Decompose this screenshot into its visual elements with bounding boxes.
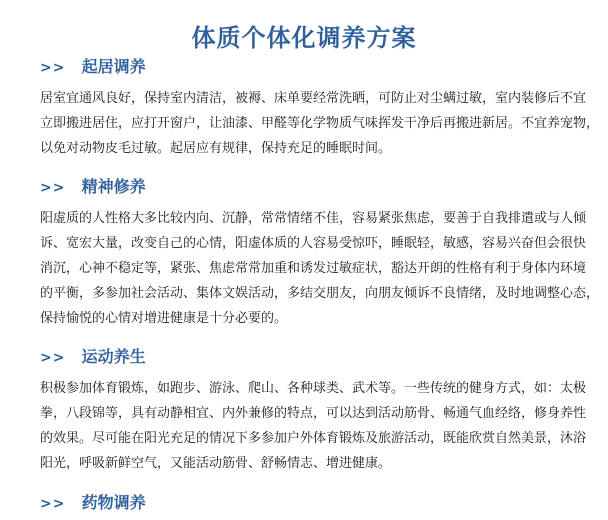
paragraph-line: 保持愉悦的心情对增进健康是十分必要的。 bbox=[40, 311, 288, 326]
section-heading-medicine bbox=[40, 492, 146, 514]
paragraph-line: 居室宜通风良好，保持室内清洁，被褥、床单要经常洗晒，可防止对尘螨过敏，室内装修后不宜 bbox=[40, 91, 587, 106]
paragraph-line: 消沉，心神不稳定等，紧张、焦虑常常加重和诱发过敏症状，豁达开朗的性格有利于身体内环境 bbox=[40, 261, 587, 276]
section-heading-text: 起居调养 bbox=[81, 57, 146, 76]
section-marker: >> bbox=[40, 180, 66, 196]
paragraph-line: 拳，八段锦等，具有动静相宜、内外兼修的特点，可以达到活动筋骨、畅通气血经络，修身养性 bbox=[40, 406, 587, 421]
section-marker: >> bbox=[40, 60, 66, 76]
paragraph-line: 诉、宽宏大量，改变自己的心情，阳虚体质的人容易受惊吓，睡眠轻，敏感，容易兴奋但会很快 bbox=[40, 236, 587, 251]
paragraph-line: 阳光，呼吸新鲜空气，又能活动筋骨、舒畅情志、增进健康。 bbox=[40, 456, 392, 471]
section-heading-text: 运动养生 bbox=[81, 347, 146, 366]
paragraph-line: 的效果。尽可能在阳光充足的情况下多参加户外体育锻炼及旅游活动，既能欣赏自然美景，沐浴 bbox=[40, 431, 587, 446]
page-title: 体质个体化调养方案 bbox=[191, 24, 417, 53]
paragraph-line: 以免对动物皮毛过敏。起居应有规律，保持充足的睡眠时间。 bbox=[40, 141, 392, 156]
section-heading-living bbox=[40, 56, 146, 78]
section-paragraph-living bbox=[40, 86, 600, 161]
section-marker: >> bbox=[40, 350, 66, 366]
section-heading-mental bbox=[40, 176, 146, 198]
paragraph-line: 阳虚质的人性格大多比较内向、沉静，常常情绪不佳，容易紧张焦虑，要善于自我排遣或与人倾 bbox=[40, 211, 587, 226]
section-heading-text: 精神修养 bbox=[81, 177, 146, 196]
paragraph-line: 立即搬进居住，应打开窗户，让油漆、甲醛等化学物质气味挥发干净后再搬进新居。不宜养宠物， bbox=[40, 116, 600, 131]
section-paragraph-exercise bbox=[40, 376, 600, 476]
section-heading-text: 药物调养 bbox=[81, 493, 146, 512]
section-marker: >> bbox=[40, 496, 66, 512]
section-heading-exercise bbox=[40, 346, 146, 368]
section-paragraph-mental bbox=[40, 206, 600, 331]
paragraph-line: 的平衡，多参加社会活动、集体文娱活动，多结交朋友，向朋友倾诉不良情绪，及时地调整心态， bbox=[40, 286, 600, 301]
paragraph-line: 积极参加体育锻炼，如跑步、游泳、爬山、各种球类、武术等。一些传统的健身方式，如：太极 bbox=[40, 381, 587, 396]
